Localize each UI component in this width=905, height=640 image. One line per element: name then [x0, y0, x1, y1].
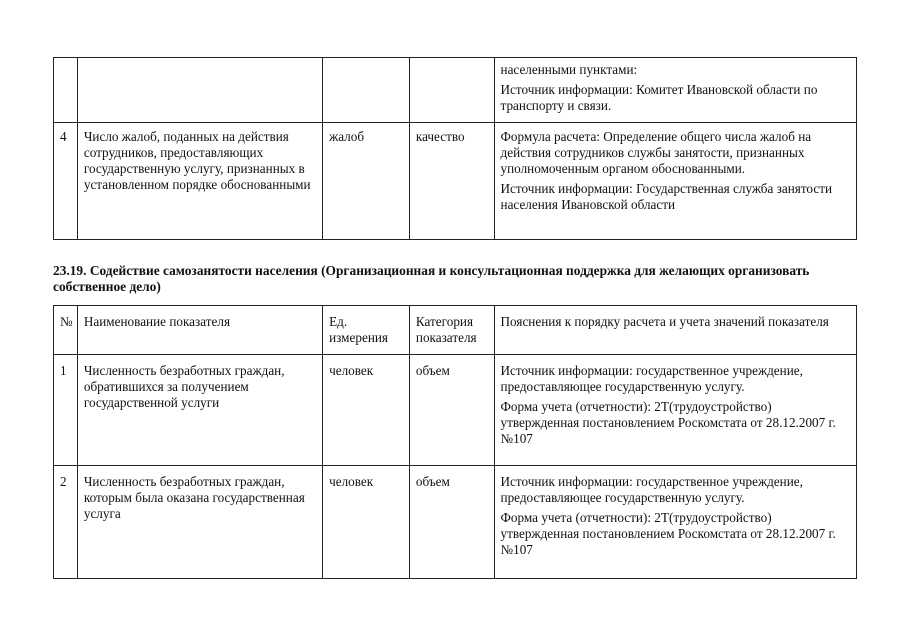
indicator-category — [409, 58, 494, 123]
explanation-paragraph: Форма учета (отчетности): 2Т(трудоустройство) утвержденная постановлением Роскомстата от 28.12.2007 г.№107 — [500, 510, 836, 557]
indicator-category: качество — [409, 123, 494, 240]
unit-of-measure: человек — [323, 466, 410, 579]
unit-of-measure: жалоб — [323, 123, 410, 240]
explanation-paragraph: Источник информации: государственное учреждение, предоставляющее государственную услугу. — [500, 363, 803, 394]
table-row — [54, 355, 857, 466]
unit-of-measure: человек — [323, 355, 410, 466]
table-row — [54, 58, 857, 123]
indicator-explanation — [494, 466, 856, 579]
indicator-category: объем — [409, 355, 494, 466]
row-number: 2 — [54, 466, 78, 579]
table-header-row — [54, 306, 857, 355]
indicator-explanation — [494, 123, 856, 240]
indicator-name — [77, 58, 322, 123]
indicators-table — [53, 305, 857, 579]
table-row — [54, 466, 857, 579]
row-number: 1 — [54, 355, 78, 466]
header-number: № — [54, 306, 78, 355]
explanation-paragraph: населенными пунктами: — [500, 62, 638, 77]
unit-of-measure — [323, 58, 410, 123]
explanation-paragraph: Формула расчета: Определение общего числа жалоб на действия сотрудников службы занятости, признанных уполномоченным органом обоснованными. — [500, 129, 812, 176]
table-row — [54, 123, 857, 240]
header-category: Категория показателя — [409, 306, 494, 355]
explanation-paragraph: Источник информации: Комитет Ивановской области по транспорту и связи. — [500, 82, 818, 113]
explanation-paragraph: Форма учета (отчетности): 2Т(трудоустройство) утвержденная постановлением Роскомстата от 28.12.2007 г.№107 — [500, 399, 836, 446]
header-unit: Ед. измерения — [323, 306, 410, 355]
indicator-name: Число жалоб, поданных на действия сотрудников, предоставляющих государственную услугу, признанных в установленном порядке обоснованными — [77, 123, 322, 240]
header-name: Наименование показателя — [77, 306, 322, 355]
indicator-category: объем — [409, 466, 494, 579]
indicator-name: Численность безработных граждан, обратившихся за получением государственной услуги — [77, 355, 322, 466]
row-number: 4 — [54, 123, 78, 240]
row-number — [54, 58, 78, 123]
indicators-table-continued — [53, 57, 857, 240]
indicator-explanation — [494, 355, 856, 466]
explanation-paragraph: Источник информации: государственное учреждение, предоставляющее государственную услугу. — [500, 474, 803, 505]
section-heading: 23.19. Содействие самозанятости населения (Организационная и консультационная поддержка для желающих организовать собственное дело) — [53, 263, 810, 294]
explanation-paragraph: Источник информации: Государственная служба занятости населения Ивановской области — [500, 181, 833, 212]
header-explanation: Пояснения к порядку расчета и учета значений показателя — [494, 306, 856, 355]
indicator-explanation — [494, 58, 856, 123]
indicator-name: Численность безработных граждан, которым была оказана государственная услуга — [77, 466, 322, 579]
